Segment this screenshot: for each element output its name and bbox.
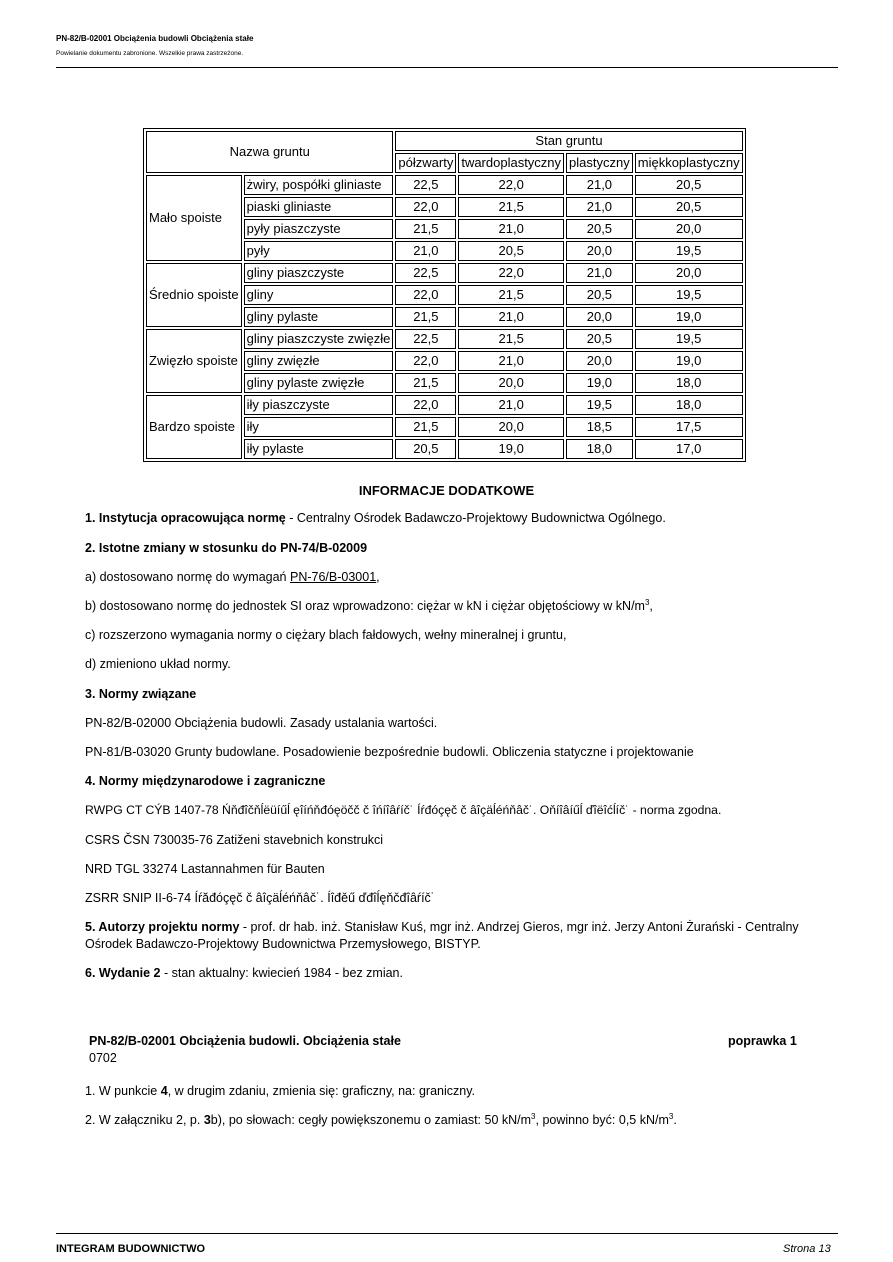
international-standard-2: CSRS ČSN 730035-76 Zatiženi stavebnich konstrukci [85,833,384,847]
soil-type-name: żwiry, pospółki gliniaste [244,175,394,195]
info-item-5-text: - prof. dr hab. inż. Stanisław Kuś, mgr inż. Andrzej Gieros, mgr inż. Jerzy Antoni Żurański - Centralny Ośrodek Badawczo-Projektowy Budownictwa Przemysłowego, BISTYP. [85,920,799,951]
weight-value: 20,5 [635,175,743,195]
soil-type-name: pyły [244,241,394,261]
amendment-item-2-sup2: 3 [668,1111,674,1121]
state-column-header: półzwarty [395,153,456,173]
copyright-note: Powielanie dokumentu zabronione. Wszelkie prawa zastrzeżone. [56,50,244,57]
international-standard-1: RWPG CT CÝB 1407-78 Ńňđîčňĺëüíűĺ ęîíńňđóęöčč č îńíîâŕíč˙ Íŕđóçęč č âîçäĺéńňâč˙. Oňíîâíűĺ ďîëîćĺíč˙ - norma zgodna. [85,803,722,817]
table-row [146,329,743,349]
weight-value: 21,5 [458,285,564,305]
weight-value: 20,0 [566,307,633,327]
table-row [146,175,743,195]
weight-value: 22,5 [395,329,456,349]
soil-group-name: Bardzo spoiste [146,395,242,459]
soil-type-name: iły piaszczyste [244,395,394,415]
header-divider [56,67,838,68]
weight-value: 21,5 [458,197,564,217]
info-item-5 [85,919,815,953]
weight-value: 19,5 [635,285,743,305]
weight-value: 18,5 [566,417,633,437]
weight-value: 20,5 [566,285,633,305]
info-item-5-label: 5. Autorzy projektu normy [85,920,240,934]
weight-value: 20,5 [566,329,633,349]
soil-type-name: gliny zwięzłe [244,351,394,371]
weight-value: 22,0 [395,351,456,371]
amendment-item-2-sup1: 3 [531,1111,536,1121]
amendment-label: poprawka 1 [728,1034,797,1048]
change-b-end: , [649,599,653,613]
weight-value: 21,5 [458,329,564,349]
weight-value: 21,5 [395,417,456,437]
weight-value: 21,5 [395,219,456,239]
weight-value: 20,0 [635,219,743,239]
weight-value: 20,0 [566,351,633,371]
weight-value: 20,5 [566,219,633,239]
weight-value: 20,5 [458,241,564,261]
soil-type-name: gliny piaszczyste [244,263,394,283]
soil-group-name: Zwięzło spoiste [146,329,242,393]
amendment-item-2 [85,1112,815,1129]
amendment-item-2-a: 2. W załączniku 2, p. [85,1113,204,1127]
weight-value: 22,0 [458,175,564,195]
soil-type-name: gliny pylaste [244,307,394,327]
soil-type-name: pyły piaszczyste [244,219,394,239]
change-a-text: a) dostosowano normę do wymagań [85,570,290,584]
amendment-number: 0702 [89,1051,117,1065]
international-standard-4: ZSRR SNIP II-6-74 Íŕăđóçęč č âîçäĺéńňâč˙. Íîđěű ďđîĺęňčđîâŕíč˙ [85,891,435,905]
weight-value: 21,0 [458,351,564,371]
weight-value: 21,0 [566,175,633,195]
change-b-text: b) dostosowano normę do jednostek SI oraz wprowadzono: ciężar w kN i ciężar objętościowy w kN/m [85,599,645,613]
info-item-6-label: 6. Wydanie 2 [85,966,161,980]
soil-type-name: piaski gliniaste [244,197,394,217]
table-row [146,395,743,415]
soil-type-name: iły pylaste [244,439,394,459]
soil-type-name: iły [244,417,394,437]
weight-value: 20,5 [635,197,743,217]
document-title: PN-82/B-02001 Obciążenia budowli Obciążenia stałe [56,34,254,43]
weight-value: 21,0 [395,241,456,261]
state-column-header: twardoplastyczny [458,153,564,173]
related-standard-1: PN-82/B-02000 Obciążenia budowli. Zasady ustalania wartości. [85,716,438,730]
soil-type-name: gliny [244,285,394,305]
weight-value: 17,5 [635,417,743,437]
weight-value: 21,0 [458,219,564,239]
weight-value: 19,5 [566,395,633,415]
amendment-item-2-e: . [673,1113,677,1127]
change-a-end: , [376,570,380,584]
weight-value: 19,5 [635,241,743,261]
weight-value: 17,0 [635,439,743,459]
page-number: Strona 13 [783,1243,831,1255]
info-item-1-text: - Centralny Ośrodek Badawczo-Projektowy Budownictwa Ogólnego. [285,511,666,525]
soil-group-name: Średnio spoiste [146,263,242,327]
change-a [85,569,815,586]
table-header-row [146,131,743,151]
table-row [146,263,743,283]
soil-type-name: gliny piaszczyste zwięzłe [244,329,394,349]
amendment-item-1-a: 1. W punkcie [85,1084,161,1098]
soil-weight-table [143,128,746,462]
change-c: c) rozszerzono wymagania normy o ciężary blach fałdowych, wełny mineralnej i gruntu, [85,628,567,642]
standard-link[interactable]: PN-76/B-03001 [289,570,377,584]
weight-value: 20,5 [395,439,456,459]
weight-value: 22,0 [395,285,456,305]
additional-info-heading: INFORMACJE DODATKOWE [358,483,535,498]
weight-value: 21,0 [458,307,564,327]
change-b [85,598,815,615]
weight-value: 19,0 [566,373,633,393]
related-standard-2: PN-81/B-03020 Grunty budowlane. Posadowienie bezpośrednie budowli. Obliczenia statyczne i projektowanie [85,745,694,759]
info-item-1-label: 1. Instytucja opracowująca normę [85,511,286,525]
international-standard-3: NRD TGL 33274 Lastannahmen für Bauten [85,862,325,876]
soil-group-name: Mało spoiste [146,175,242,261]
weight-value: 22,5 [395,175,456,195]
info-item-2-heading: 2. Istotne zmiany w stosunku do PN-74/B-02009 [85,541,368,555]
amendment-item-1-c: , w drugim zdaniu, zmienia się: graficzny, na: graniczny. [167,1084,475,1098]
weight-value: 19,0 [458,439,564,459]
weight-value: 22,0 [395,197,456,217]
footer-divider [56,1233,838,1234]
soil-type-name: gliny pylaste zwięzłe [244,373,394,393]
state-column-header: miękkoplastyczny [635,153,743,173]
weight-value: 21,5 [395,373,456,393]
weight-value: 22,0 [395,395,456,415]
amendment-item-2-d: , powinno być: 0,5 kN/m [535,1113,669,1127]
weight-value: 18,0 [566,439,633,459]
info-item-4-heading: 4. Normy międzynarodowe i zagraniczne [85,774,326,788]
info-item-3-heading: 3. Normy związane [85,687,197,701]
weight-value: 19,0 [635,351,743,371]
weight-value: 20,0 [566,241,633,261]
info-item-6-text: - stan aktualny: kwiecień 1984 - bez zmian. [160,966,403,980]
amendment-item-2-c: b), po słowach: cegły powiększonemu o zamiast: 50 kN/m [210,1113,532,1127]
weight-value: 22,5 [395,263,456,283]
weight-value: 18,0 [635,395,743,415]
weight-value: 22,0 [458,263,564,283]
soil-state-header: Stan gruntu [395,131,742,151]
weight-value: 19,0 [635,307,743,327]
weight-value: 20,0 [635,263,743,283]
amendment-item-1-b: 4 [160,1084,168,1098]
info-item-1 [85,510,815,527]
footer-publisher: INTEGRAM BUDOWNICTWO [56,1243,206,1255]
change-b-sup: 3 [644,597,650,607]
amendment-item-2-b: 3 [203,1113,211,1127]
weight-value: 21,5 [395,307,456,327]
weight-value: 21,0 [566,197,633,217]
amendment-item-1 [85,1083,815,1100]
amendment-title: PN-82/B-02001 Obciążenia budowli. Obciążenia stałe [89,1034,401,1048]
weight-value: 21,0 [566,263,633,283]
info-item-6 [85,965,815,982]
weight-value: 21,0 [458,395,564,415]
state-column-header: plastyczny [566,153,633,173]
weight-value: 20,0 [458,373,564,393]
weight-value: 18,0 [635,373,743,393]
weight-value: 19,5 [635,329,743,349]
soil-name-header: Nazwa gruntu [146,131,393,173]
change-d: d) zmieniono układ normy. [85,657,231,671]
weight-value: 20,0 [458,417,564,437]
